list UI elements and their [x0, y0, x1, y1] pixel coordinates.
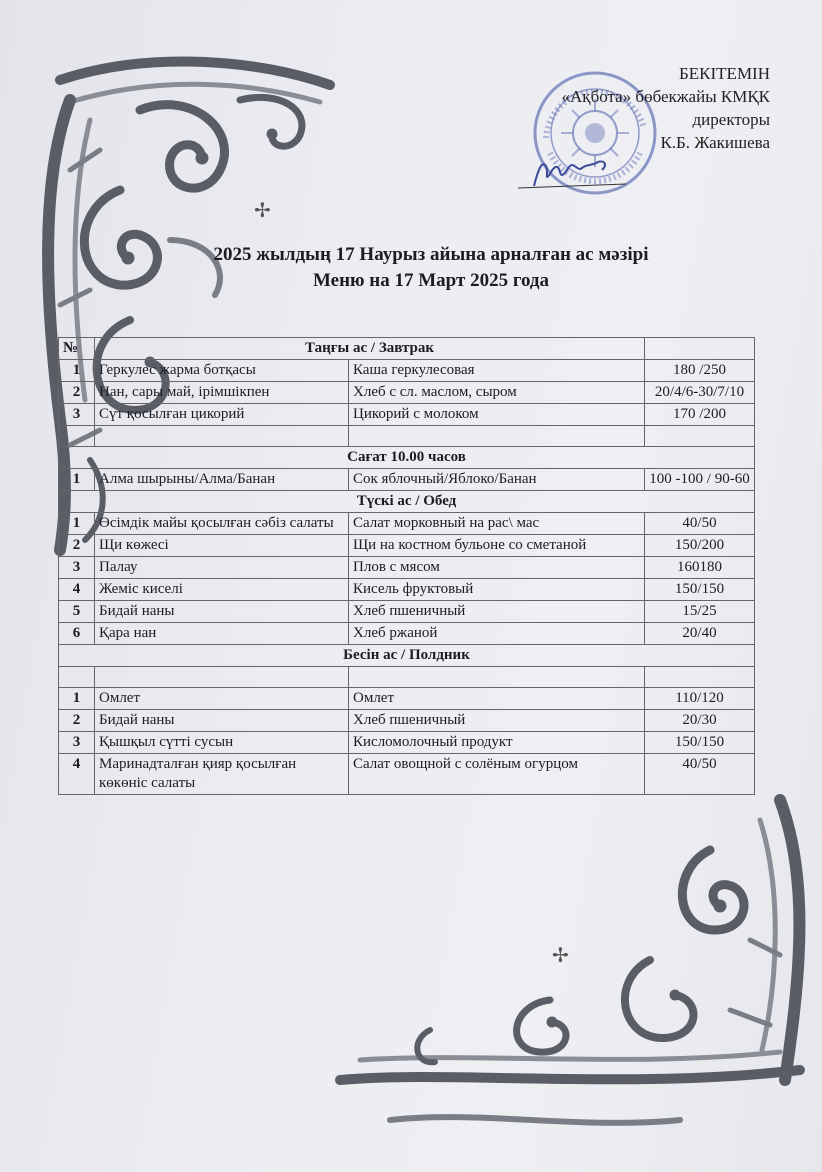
- cell-ru: Плов с мясом: [349, 557, 645, 579]
- section-header-row: [59, 338, 755, 360]
- table-row: [59, 535, 755, 557]
- cell-qty: 20/30: [645, 710, 755, 732]
- cell-ru: Кисломолочный продукт: [349, 732, 645, 754]
- cell-qty: 150/200: [645, 535, 755, 557]
- cell-qty: 20/40: [645, 623, 755, 645]
- title-russian: Меню на 17 Март 2025 года: [312, 270, 550, 291]
- title-kazakh: 2025 жылдың 17 Наурыз айына арналған ас мәзірі: [213, 244, 649, 265]
- section-title: Түскі ас / Обед: [59, 491, 755, 513]
- cell-qty: 150/150: [645, 732, 755, 754]
- cell-kz: Жеміс киселі: [95, 579, 349, 601]
- cell-num: 1: [59, 469, 95, 491]
- table-row: [59, 360, 755, 382]
- cell-kz: Өсімдік майы қосылған сәбіз салаты: [95, 513, 349, 535]
- menu-table: [58, 337, 755, 795]
- cell-kz: Нан, сары май, ірімшікпен: [95, 382, 349, 404]
- cell-kz: Бидай наны: [95, 601, 349, 623]
- blank-row: [59, 667, 755, 688]
- ornament-bottom-right: [330, 790, 822, 1170]
- approval-heading: БЕКІТЕМІН: [679, 64, 770, 83]
- cell-num: 2: [59, 382, 95, 404]
- cell-qty: 40/50: [645, 754, 755, 795]
- cell-kz: Палау: [95, 557, 349, 579]
- cell-kz: Алма шырыны/Алма/Банан: [95, 469, 349, 491]
- approval-director-name: К.Б. Жакишева: [660, 133, 770, 152]
- table-row: [59, 601, 755, 623]
- cell-ru: Щи на костном бульоне со сметаной: [349, 535, 645, 557]
- section-title: Бесін ас / Полдник: [59, 645, 755, 667]
- cell-kz: Маринадталған қияр қосылған көкөніс салаты: [95, 754, 349, 795]
- cell-ru: Каша геркулесовая: [349, 360, 645, 382]
- cell-ru: Хлеб пшеничный: [349, 601, 645, 623]
- section-header-row: [59, 447, 755, 469]
- cell-num: 5: [59, 601, 95, 623]
- cell-num: 1: [59, 513, 95, 535]
- cell-num: 4: [59, 579, 95, 601]
- cell-qty: 40/50: [645, 513, 755, 535]
- cell-kz: Щи көжесі: [95, 535, 349, 557]
- cell-kz: Қышқыл сүтті сусын: [95, 732, 349, 754]
- cell-qty: 160180: [645, 557, 755, 579]
- cell-num: 3: [59, 404, 95, 426]
- cell-num: 3: [59, 732, 95, 754]
- table-row: [59, 710, 755, 732]
- cell-ru: Салат овощной с солёным огурцом: [349, 754, 645, 795]
- cell-num: 1: [59, 688, 95, 710]
- blank-row: [59, 426, 755, 447]
- table-row: [59, 513, 755, 535]
- table-row: [59, 732, 755, 754]
- table-row: [59, 688, 755, 710]
- cell-kz: Геркулес жарма ботқасы: [95, 360, 349, 382]
- menu-title-block: [0, 242, 822, 294]
- ornament-cross-icon: ✢: [552, 943, 569, 967]
- cell-kz: Омлет: [95, 688, 349, 710]
- cell-ru: Хлеб с сл. маслом, сыром: [349, 382, 645, 404]
- table-row: [59, 469, 755, 491]
- section-header-row: [59, 645, 755, 667]
- cell-qty: 100 -100 / 90-60: [645, 469, 755, 491]
- signature-icon: [516, 150, 636, 195]
- cell-qty: 110/120: [645, 688, 755, 710]
- section-title: Сағат 10.00 часов: [59, 447, 755, 469]
- cell-qty: 180 /250: [645, 360, 755, 382]
- cell-num: 6: [59, 623, 95, 645]
- section-header-row: [59, 491, 755, 513]
- cell-ru: Хлеб ржаной: [349, 623, 645, 645]
- cell-ru: Салат морковный на рас\ мас: [349, 513, 645, 535]
- section-title: Таңғы ас / Завтрак: [95, 338, 645, 360]
- cell-qty: 15/25: [645, 601, 755, 623]
- approval-institution: «Ақбота» бөбекжайы КМҚК: [561, 87, 770, 106]
- table-row: [59, 579, 755, 601]
- cell-num: 1: [59, 360, 95, 382]
- cell-qty: 150/150: [645, 579, 755, 601]
- num-column-header: №: [59, 338, 95, 360]
- cell-kz: Қара нан: [95, 623, 349, 645]
- ornament-cross-icon: ✢: [254, 198, 271, 222]
- cell-kz: Сүт қосылған цикорий: [95, 404, 349, 426]
- table-row: [59, 557, 755, 579]
- table-row: [59, 404, 755, 426]
- cell-qty: 170 /200: [645, 404, 755, 426]
- cell-num: 2: [59, 710, 95, 732]
- table-row: [59, 382, 755, 404]
- cell-ru: Сок яблочный/Яблоко/Банан: [349, 469, 645, 491]
- cell-ru: Омлет: [349, 688, 645, 710]
- cell-ru: Цикорий с молоком: [349, 404, 645, 426]
- approval-block: [562, 62, 770, 154]
- table-row: [59, 623, 755, 645]
- cell-num: 3: [59, 557, 95, 579]
- cell-ru: Хлеб пшеничный: [349, 710, 645, 732]
- approval-position: директоры: [692, 110, 770, 129]
- cell-kz: Бидай наны: [95, 710, 349, 732]
- cell-qty: 20/4/6-30/7/10: [645, 382, 755, 404]
- cell-ru: Кисель фруктовый: [349, 579, 645, 601]
- table-row: [59, 754, 755, 795]
- cell-num: 4: [59, 754, 95, 795]
- cell-num: 2: [59, 535, 95, 557]
